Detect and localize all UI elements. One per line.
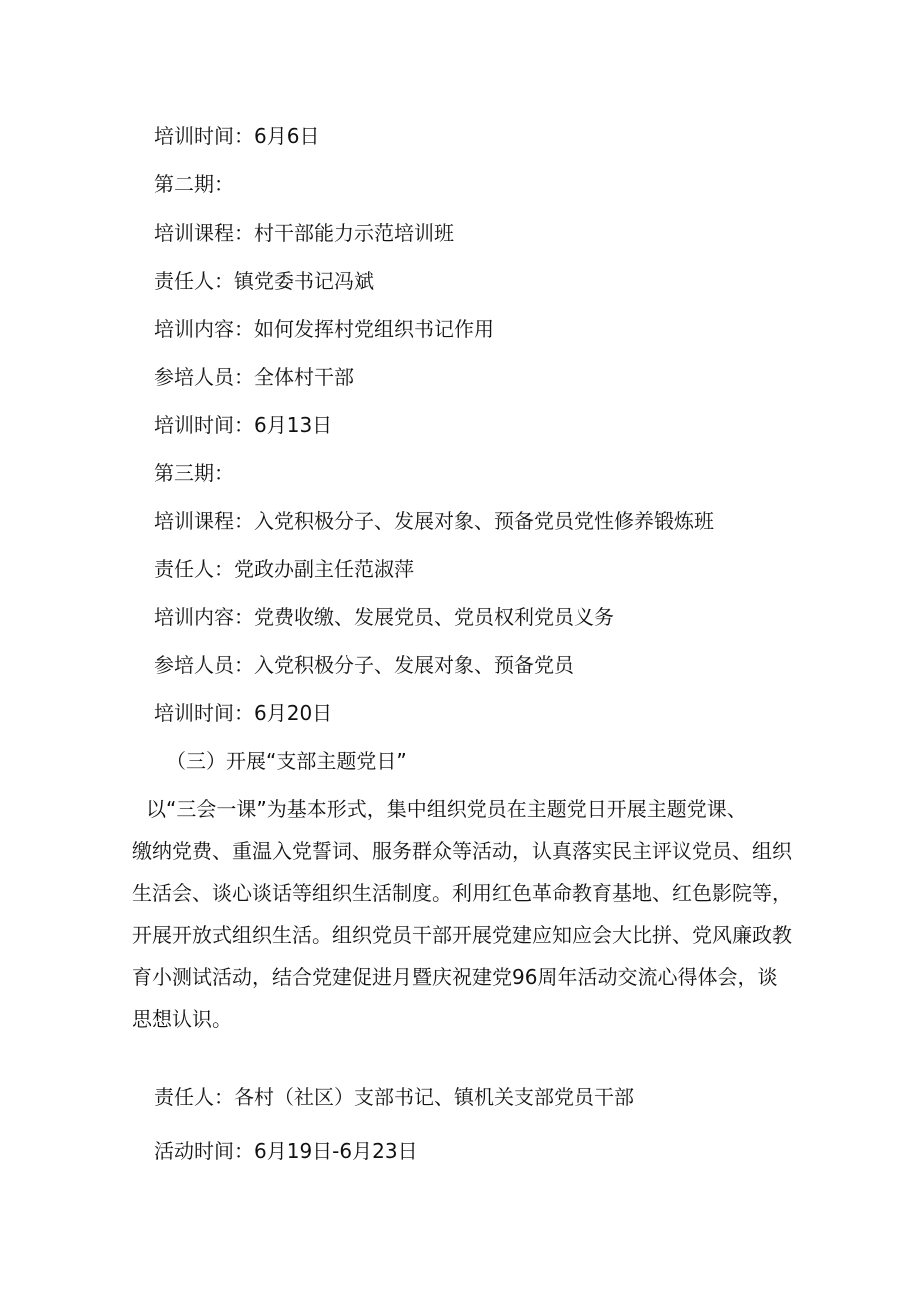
paragraph-line: 生活会、谈心谈话等组织生活制度。利用红色革命教育基地、红色影院等， [132,881,792,905]
activity-responsible: 责任人：各村（社区）支部书记、镇机关支部党员干部 [154,1085,634,1109]
training-time-1: 培训时间：6月6日 [154,124,320,148]
responsible-person-3: 责任人：党政办副主任范淑萍 [154,557,414,581]
session-two-heading: 第二期： [154,172,234,196]
training-time-3: 培训时间：6月20日 [154,701,333,725]
training-course-3: 培训课程：入党积极分子、发展对象、预备党员党性修养锻炼班 [154,509,714,533]
activity-time: 活动时间：6月19日-6月23日 [154,1139,418,1163]
training-course-2: 培训课程：村干部能力示范培训班 [154,221,454,245]
paragraph-line: 思想认识。 [132,1007,232,1031]
training-content-2: 培训内容：如何发挥村党组织书记作用 [154,317,494,341]
session-three-heading: 第三期： [154,461,234,485]
responsible-person-2: 责任人：镇党委书记冯斌 [154,269,374,293]
paragraph-line: 育小测试活动，结合党建促进月暨庆祝建党96周年活动交流心得体会，谈 [132,965,778,989]
training-content-3: 培训内容：党费收缴、发展党员、党员权利党员义务 [154,605,614,629]
paragraph-line: 以“三会一课”为基本形式，集中组织党员在主题党日开展主题党课、 [146,797,747,821]
section-heading: （三）开展“支部主题党日” [166,749,407,773]
body-paragraph [132,788,802,1040]
paragraph-line: 缴纳党费、重温入党誓词、服务群众等活动，认真落实民主评议党员、组织 [132,839,792,863]
participants-2: 参培人员：全体村干部 [154,365,354,389]
training-time-2: 培训时间：6月13日 [154,413,333,437]
paragraph-line: 开展开放式组织生活。组织党员干部开展党建应知应会大比拼、党风廉政教 [132,923,792,947]
participants-3: 参培人员：入党积极分子、发展对象、预备党员 [154,653,574,677]
